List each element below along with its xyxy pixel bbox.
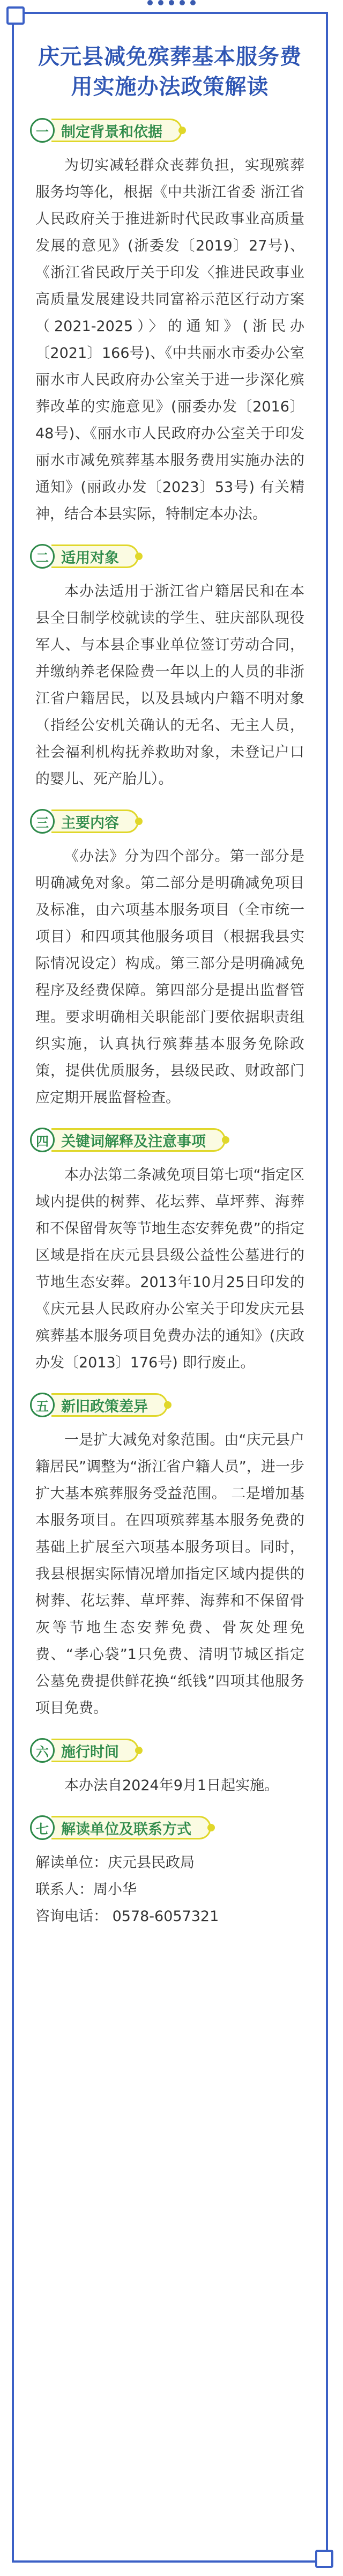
section-number: 一 bbox=[30, 118, 55, 143]
section-heading: 关键词解释及注意事项 bbox=[61, 1133, 206, 1150]
section-heading: 制定背景和依据 bbox=[61, 123, 162, 141]
section-header-differences bbox=[30, 1393, 326, 1417]
section-heading-bar bbox=[51, 809, 139, 833]
section-heading: 适用对象 bbox=[61, 549, 119, 566]
section-header-content bbox=[30, 809, 326, 834]
decor-dot bbox=[180, 0, 185, 5]
section-heading-bar bbox=[51, 1393, 168, 1417]
section-heading: 主要内容 bbox=[61, 814, 119, 831]
section-header-scope bbox=[30, 544, 326, 569]
section-number: 五 bbox=[30, 1393, 55, 1417]
section-heading-bar bbox=[51, 119, 182, 142]
decor-dot bbox=[169, 0, 174, 5]
contact-person: 联系人：周小华 bbox=[35, 1881, 137, 1898]
section-paragraph: 为切实减轻群众丧葬负担，实现殡葬服务均等化，根据《中共浙江省委 浙江省人民政府关于推进新时代民政事业高质量发展的意见》(浙委发〔2019〕27号)、《浙江省民政厅关于印发〈推进民政事业高质量发展建设共同富裕示范区行动方案（2021-2025）〉的通知》(浙民办〔2021〕166号)、《中共丽水市委办公室 丽水市人民政府办公室关于进一步深化殡葬改革的实施意见》(丽委办发〔2016〕48号)、《丽水市人民政府办公室关于印发丽水市减免殡葬基本服务费用实施办法的通知》(丽政办发〔2023〕53号) 有关精神，结合本县实际，特制定本办法。 bbox=[35, 157, 304, 522]
decor-dot bbox=[147, 0, 153, 5]
section-number: 六 bbox=[30, 1738, 55, 1763]
contact-phone: 咨询电话： 0578-6057321 bbox=[35, 1908, 219, 1925]
top-decoration bbox=[0, 0, 343, 10]
bead-icon bbox=[135, 1747, 143, 1754]
bead-icon bbox=[135, 818, 143, 825]
bead-icon bbox=[207, 1824, 215, 1831]
section-heading-bar bbox=[51, 544, 139, 568]
section-number: 二 bbox=[30, 544, 55, 569]
section-header-keywords bbox=[30, 1128, 326, 1152]
article-frame bbox=[12, 12, 328, 2563]
page-title: 庆元县减免殡葬基本服务费用实施办法政策解读 bbox=[38, 45, 302, 99]
section-paragraph: 《办法》分为四个部分。第一部分是明确减免对象。第二部分是明确减免项目及标准，由六项基本服务项目（全市统一项目）和四项其他服务项目（根据我县实际情况设定）构成。第三部分是明确减免程序及经费保障。第四部分是提出监督管理。要求明确相关职能部门要依据职责组织实施，认真执行殡葬基本服务免除政策，提供优质服务，县级民政、财政部门应定期开展监督检查。 bbox=[35, 848, 304, 1106]
section-number: 三 bbox=[30, 809, 55, 834]
section-paragraph: 本办法适用于浙江省户籍居民和在本县全日制学校就读的学生、驻庆部队现役军人、与本县企事业单位签订劳动合同，并缴纳养老保险费一年以上的人员的非浙江省户籍居民，以及县域内户籍不明对象（指经公安机关确认的无名、无主人员，社会福利机构抚养救助对象，未登记户口的婴儿、死产胎儿）。 bbox=[35, 583, 304, 787]
section-heading: 施行时间 bbox=[61, 1743, 119, 1761]
section-number: 七 bbox=[30, 1815, 55, 1840]
section-heading: 解读单位及联系方式 bbox=[61, 1821, 191, 1838]
decor-dot bbox=[158, 0, 163, 5]
bead-icon bbox=[164, 1401, 172, 1409]
section-heading-bar bbox=[51, 1816, 211, 1839]
contact-unit: 解读单位：庆元县民政局 bbox=[35, 1854, 195, 1871]
decor-dot bbox=[190, 0, 196, 5]
section-paragraph: 一是扩大减免对象范围。由“庆元县户籍居民”调整为“浙江省户籍人员”，进一步扩大基本殡葬服务受益范围。 二是增加基本服务项目。在四项殡葬基本服务免费的基础上扩展至六项基本服务项目。同时，我县根据实际情况增加指定区域内提供的树葬、花坛葬、草坪葬、海葬和不保留骨灰等节地生态安葬免费、骨灰处理免费、“孝心袋”1只免费、清明节城区指定公墓免费提供鲜花换“纸钱”四项其他服务项目免费。 bbox=[35, 1432, 304, 1717]
section-paragraph: 本办法第二条减免项目第七项“指定区域内提供的树葬、花坛葬、草坪葬、海葬和不保留骨灰等节地生态安葬免费”的指定区域是指在庆元县县级公益性公墓进行的节地生态安葬。2013年10月25日印发的《庆元县人民政府办公室关于印发庆元县殡葬基本服务项目免费办法的通知》(庆政办发〔2013〕176号) 即行废止。 bbox=[35, 1167, 304, 1371]
section-header-background bbox=[30, 118, 326, 143]
bead-icon bbox=[135, 553, 143, 560]
section-number: 四 bbox=[30, 1128, 55, 1152]
section-paragraph: 本办法自2024年9月1日起实施。 bbox=[64, 1777, 279, 1794]
section-heading-bar bbox=[51, 1128, 226, 1152]
section-heading-bar bbox=[51, 1739, 139, 1762]
bead-icon bbox=[178, 127, 186, 134]
section-heading: 新旧政策差异 bbox=[61, 1398, 148, 1415]
section-header-contact bbox=[30, 1815, 326, 1840]
bead-icon bbox=[222, 1136, 229, 1144]
section-header-effective-date bbox=[30, 1738, 326, 1763]
